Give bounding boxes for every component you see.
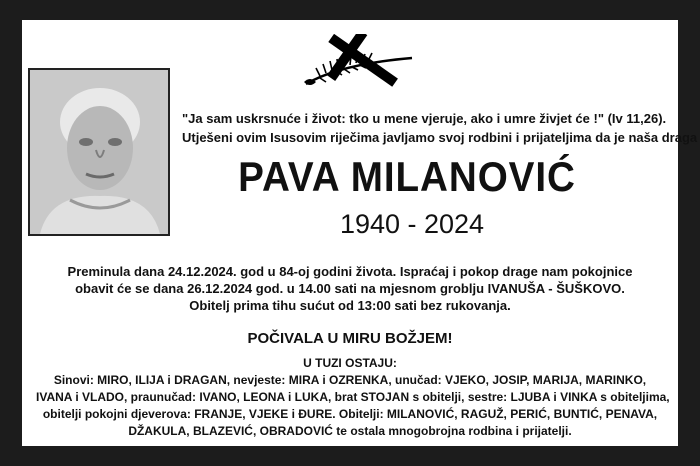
announcement-line-1: Preminula dana 24.12.2024. god u 84-oj godini života. Ispraćaj i pokop drage nam pokojnice: [67, 264, 633, 279]
mourners-line-1: Sinovi: MIRO, ILIJA i DRAGAN, nevjeste: MIRA i OZRENKA, unučad: VJEKO, JOSIP, MARIJA, MARINKO,: [53, 373, 647, 387]
rest-in-peace: POČIVALA U MIRU BOŽJEM!: [247, 330, 453, 347]
obituary-card: [22, 20, 698, 446]
mourners-line-4: DŽAKULA, BLAZEVIĆ, OBRADOVIĆ te ostala mnogobrojna rodbina i prijatelji.: [128, 424, 572, 438]
mourners-list: [36, 355, 670, 440]
mourners-heading: U TUZI OSTAJU:: [303, 356, 397, 370]
deceased-name: PAVA MILANOVIĆ: [238, 153, 576, 200]
mourners-line-3: obitelji pokojni djeverova: FRANJE, VJEKE i ĐURE. Obitelji: MILANOVIĆ, RAGUŽ, PERIĆ, BUNTIĆ, PENAVA,: [42, 407, 658, 421]
quote-line-2: Utješeni ovim Isusovim riječima javljamo svoj rodbini i prijateljima da je naša draga: [182, 130, 698, 145]
bible-quote: [182, 109, 698, 147]
portrait-illustration: [30, 70, 168, 234]
announcement-line-2: obavit će se dana 26.12.2024 god. u 14.00 sati na mjesnom groblju IVANUŠA - ŠUŠKOVO.: [75, 281, 625, 296]
funeral-announcement: [42, 263, 658, 314]
quote-line-1: "Ja sam uskrsnuće i život: tko u mene vjeruje, ako i umre živjet će !" (Iv 11,26).: [182, 111, 667, 126]
mourners-line-2: IVANA i VLADO, praunučad: IVANO, LEONA i LUKA, brat STOJAN s obitelji, sestre: LJUBA i VINKA s obiteljima,: [36, 390, 670, 404]
announcement-line-3: Obitelj prima tihu sućut od 13:00 sati bez rukovanja.: [189, 298, 511, 313]
cross-with-palm-branch-icon: [300, 34, 420, 92]
life-years: 1940 - 2024: [339, 209, 485, 239]
portrait-photo: [28, 68, 170, 236]
